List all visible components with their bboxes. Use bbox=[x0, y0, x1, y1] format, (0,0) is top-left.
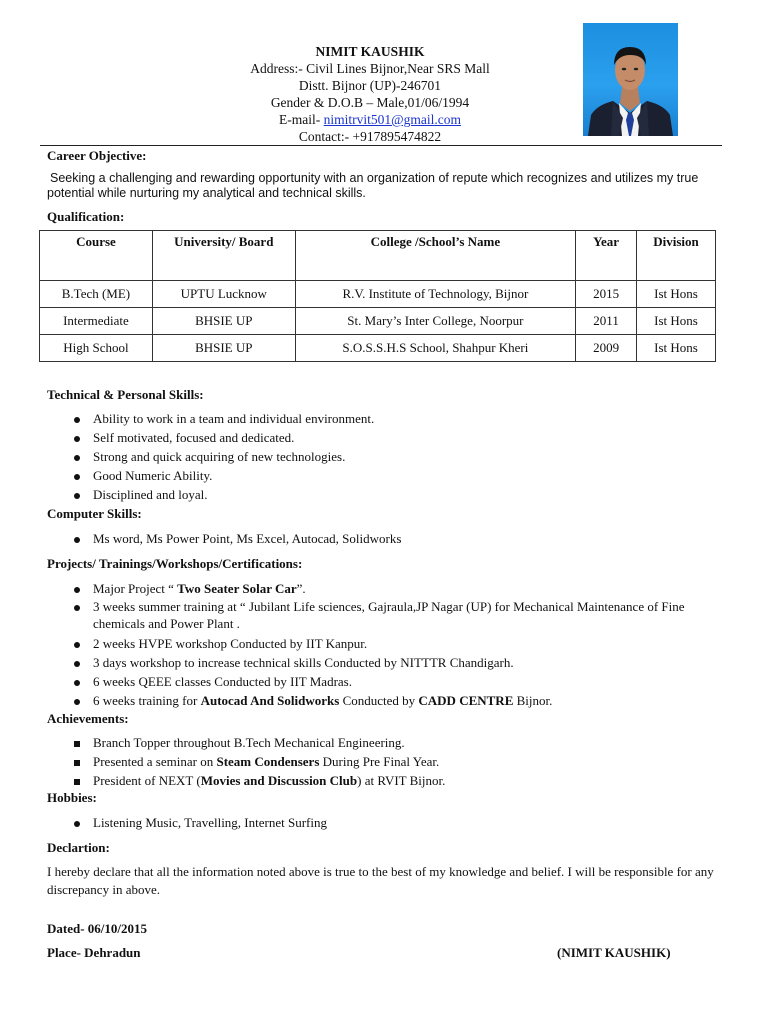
qualification-table bbox=[39, 230, 716, 362]
list-item: Listening Music, Travelling, Internet Surfing bbox=[70, 813, 710, 832]
cell-division: Ist Hons bbox=[637, 335, 716, 362]
cell-college: St. Mary’s Inter College, Noorpur bbox=[295, 308, 575, 335]
achievements-list bbox=[70, 733, 710, 790]
bullet-icon bbox=[74, 699, 80, 705]
cell-university: UPTU Lucknow bbox=[152, 281, 295, 308]
bullet-icon bbox=[74, 493, 80, 499]
cell-course: B.Tech (ME) bbox=[40, 281, 153, 308]
square-bullet-icon bbox=[74, 760, 80, 766]
cell-university: BHSIE UP bbox=[152, 335, 295, 362]
skills-heading: Technical & Personal Skills: bbox=[47, 387, 204, 402]
signature-name: (NIMIT KAUSHIK) bbox=[557, 945, 671, 960]
bullet-icon bbox=[74, 605, 80, 611]
candidate-name: NIMIT KAUSHIK bbox=[315, 44, 425, 59]
contact-header bbox=[200, 43, 540, 145]
computer-skills-list bbox=[70, 529, 710, 548]
address-line: Address:- Civil Lines Bijnor,Near SRS Mall bbox=[250, 61, 490, 76]
square-bullet-icon bbox=[74, 741, 80, 747]
list-item: Strong and quick acquiring of new technologies. bbox=[70, 447, 710, 466]
profile-photo bbox=[583, 23, 678, 136]
list-item: 2 weeks HVPE workshop Conducted by IIT Kanpur. bbox=[70, 634, 710, 653]
cell-division: Ist Hons bbox=[637, 308, 716, 335]
qualification-heading: Qualification: bbox=[47, 209, 125, 224]
list-item: Good Numeric Ability. bbox=[70, 466, 710, 485]
cell-year: 2009 bbox=[576, 335, 637, 362]
declaration-heading: Declartion: bbox=[47, 840, 110, 855]
email-line bbox=[200, 111, 540, 128]
bullet-icon bbox=[74, 661, 80, 667]
cell-college: R.V. Institute of Technology, Bijnor bbox=[295, 281, 575, 308]
bullet-icon bbox=[74, 537, 80, 543]
cell-division: Ist Hons bbox=[637, 281, 716, 308]
list-item: Disciplined and loyal. bbox=[70, 485, 710, 504]
career-objective-heading: Career Objective: bbox=[47, 148, 147, 163]
list-item: 6 weeks QEEE classes Conducted by IIT Madras. bbox=[70, 672, 710, 691]
table-header-row bbox=[40, 231, 716, 281]
cell-course: High School bbox=[40, 335, 153, 362]
hobbies-list bbox=[70, 813, 710, 832]
dated-line: Dated- 06/10/2015 bbox=[47, 921, 148, 936]
list-item: Self motivated, focused and dedicated. bbox=[70, 428, 710, 447]
computer-skills-heading: Computer Skills: bbox=[47, 506, 142, 521]
list-item: 3 days workshop to increase technical skills Conducted by NITTTR Chandigarh. bbox=[70, 653, 710, 672]
bullet-icon bbox=[74, 417, 80, 423]
list-item: Ms word, Ms Power Point, Ms Excel, Autocad, Solidworks bbox=[70, 529, 710, 548]
cell-year: 2015 bbox=[576, 281, 637, 308]
declaration-text: I hereby declare that all the information noted above is true to the best of my knowledge and belief. I will be responsible for any discrepancy in above. bbox=[47, 864, 714, 897]
cell-university: BHSIE UP bbox=[152, 308, 295, 335]
cell-college: S.O.S.S.H.S School, Shahpur Kheri bbox=[295, 335, 575, 362]
list-item: Major Project “ Two Seater Solar Car”. bbox=[70, 579, 710, 598]
bullet-icon bbox=[74, 587, 80, 593]
skills-list bbox=[70, 409, 710, 504]
list-item: 6 weeks training for Autocad And Solidworks Conducted by CADD CENTRE Bijnor. bbox=[70, 691, 710, 710]
projects-list bbox=[70, 579, 710, 710]
header-college: College /School’s Name bbox=[295, 231, 575, 281]
achievements-heading: Achievements: bbox=[47, 711, 129, 726]
list-item: Presented a seminar on Steam Condensers During Pre Final Year. bbox=[70, 752, 710, 771]
square-bullet-icon bbox=[74, 779, 80, 785]
table-row bbox=[40, 281, 716, 308]
header-university: University/ Board bbox=[152, 231, 295, 281]
district-line: Distt. Bijnor (UP)-246701 bbox=[298, 78, 442, 93]
bullet-icon bbox=[74, 455, 80, 461]
hobbies-heading: Hobbies: bbox=[47, 790, 97, 805]
career-objective-text: Seeking a challenging and rewarding opportunity with an organization of repute which recognizes and utilizes my true potential while nurturing my analytical and technical skills. bbox=[47, 171, 699, 200]
place-line: Place- Dehradun bbox=[47, 945, 141, 960]
header-division: Division bbox=[637, 231, 716, 281]
list-item: 3 weeks summer training at “ Jubilant Life sciences, Gajraula,JP Nagar (UP) for Mechanical Maintenance of Fine chemicals and Power Plant . bbox=[70, 598, 710, 634]
gender-dob-line: Gender & D.O.B – Male,01/06/1994 bbox=[270, 95, 470, 110]
email-label: E-mail- bbox=[279, 112, 324, 127]
list-item: President of NEXT (Movies and Discussion Club) at RVIT Bijnor. bbox=[70, 771, 710, 790]
bullet-icon bbox=[74, 642, 80, 648]
email-link[interactable]: nimitrvit501@gmail.com bbox=[323, 112, 461, 127]
table-row bbox=[40, 335, 716, 362]
contact-line: Contact:- +917895474822 bbox=[298, 129, 442, 144]
list-item: Branch Topper throughout B.Tech Mechanical Engineering. bbox=[70, 733, 710, 752]
bullet-icon bbox=[74, 680, 80, 686]
bullet-icon bbox=[74, 474, 80, 480]
header-course: Course bbox=[40, 231, 153, 281]
cell-year: 2011 bbox=[576, 308, 637, 335]
bullet-icon bbox=[74, 436, 80, 442]
bullet-icon bbox=[74, 821, 80, 827]
header-divider bbox=[40, 145, 722, 146]
header-year: Year bbox=[576, 231, 637, 281]
projects-heading: Projects/ Trainings/Workshops/Certifications: bbox=[47, 556, 303, 571]
list-item: Ability to work in a team and individual environment. bbox=[70, 409, 710, 428]
table-row bbox=[40, 308, 716, 335]
cell-course: Intermediate bbox=[40, 308, 153, 335]
